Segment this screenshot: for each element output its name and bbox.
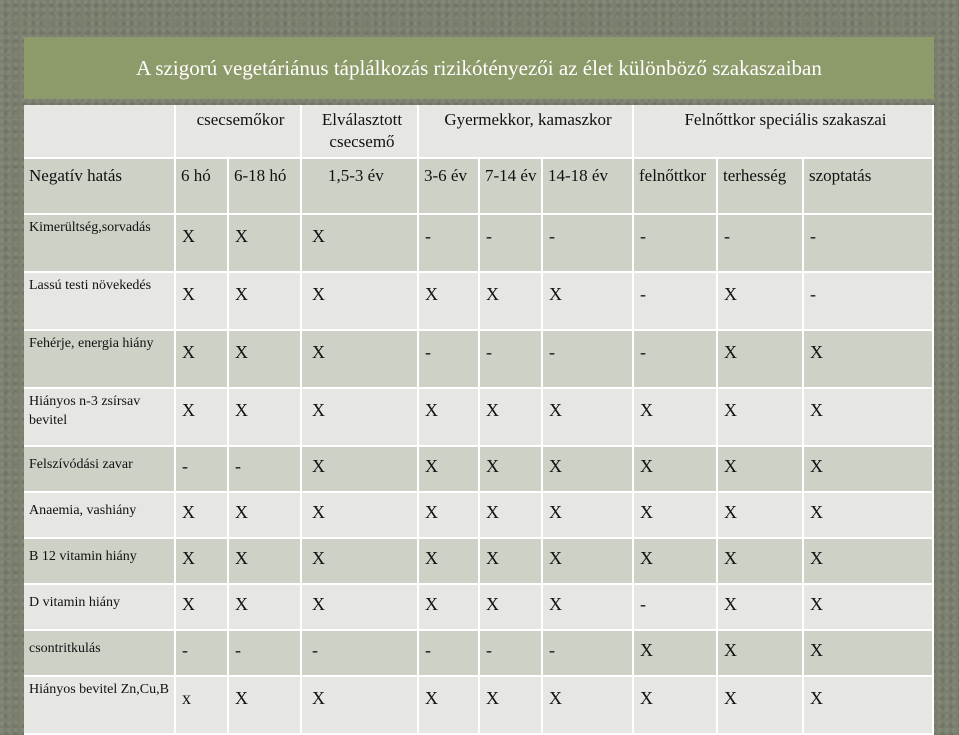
table-cell: X bbox=[718, 539, 804, 585]
table-row bbox=[24, 631, 934, 677]
table-cell: X bbox=[634, 389, 718, 447]
table-cell: - bbox=[229, 447, 302, 493]
table-cell: - bbox=[419, 331, 480, 389]
table-cell: X bbox=[480, 539, 543, 585]
sub-header-cell: felnőttkor bbox=[634, 159, 718, 215]
row-label: B 12 vitamin hiány bbox=[24, 539, 176, 585]
header-infancy: csecsemőkor bbox=[176, 105, 302, 159]
table-cell: X bbox=[718, 273, 804, 331]
table-cell: - bbox=[804, 215, 934, 273]
table-cell: X bbox=[480, 389, 543, 447]
table-cell: X bbox=[176, 585, 229, 631]
sub-header-cell: szoptatás bbox=[804, 159, 934, 215]
table-cell: X bbox=[419, 585, 480, 631]
row-label: csontritkulás bbox=[24, 631, 176, 677]
table-cell: X bbox=[176, 215, 229, 273]
table-cell: X bbox=[302, 273, 419, 331]
table-cell: X bbox=[480, 447, 543, 493]
table-cell: X bbox=[480, 273, 543, 331]
table-cell: - bbox=[718, 215, 804, 273]
table-cell: X bbox=[302, 539, 419, 585]
table-cell: X bbox=[229, 331, 302, 389]
table-cell: - bbox=[229, 631, 302, 677]
header-empty bbox=[24, 105, 176, 159]
table-cell: X bbox=[804, 539, 934, 585]
table-cell: X bbox=[543, 447, 634, 493]
header-adult: Felnőttkor speciális szakaszai bbox=[634, 105, 934, 159]
table-row bbox=[24, 493, 934, 539]
table-cell: X bbox=[229, 677, 302, 735]
table-cell: - bbox=[419, 631, 480, 677]
sub-header-cell: 14-18 év bbox=[543, 159, 634, 215]
table-cell: X bbox=[229, 273, 302, 331]
sub-header-cell: 1,5-3 év bbox=[302, 159, 419, 215]
sub-header-cell: 7-14 év bbox=[480, 159, 543, 215]
row-label: Hiányos n-3 zsírsav bevitel bbox=[24, 389, 176, 447]
table-row bbox=[24, 677, 934, 735]
header-weaned: Elválasztott csecsemő bbox=[302, 105, 419, 159]
table-cell: X bbox=[302, 215, 419, 273]
table-cell: X bbox=[302, 331, 419, 389]
table-cell: - bbox=[634, 215, 718, 273]
table-cell: X bbox=[634, 677, 718, 735]
table-cell: X bbox=[480, 585, 543, 631]
sub-header-cell: 6-18 hó bbox=[229, 159, 302, 215]
table-cell: X bbox=[718, 331, 804, 389]
sub-header-row bbox=[24, 159, 934, 215]
table-cell: X bbox=[302, 389, 419, 447]
table-cell: X bbox=[634, 493, 718, 539]
table-row bbox=[24, 539, 934, 585]
table-cell: X bbox=[804, 677, 934, 735]
sub-header-cell: 3-6 év bbox=[419, 159, 480, 215]
table-cell: - bbox=[480, 331, 543, 389]
table-cell: - bbox=[176, 447, 229, 493]
row-label: D vitamin hiány bbox=[24, 585, 176, 631]
table-cell: X bbox=[804, 631, 934, 677]
table-cell: X bbox=[718, 389, 804, 447]
table-cell: X bbox=[302, 447, 419, 493]
table-cell: X bbox=[419, 493, 480, 539]
table-cell: X bbox=[176, 493, 229, 539]
table-cell: X bbox=[634, 539, 718, 585]
slide-title: A szigorú vegetáriánus táplálkozás rizikótényezői az élet különböző szakaszaiban bbox=[24, 37, 934, 99]
table-cell: X bbox=[419, 447, 480, 493]
table-cell: - bbox=[634, 273, 718, 331]
table-cell: X bbox=[543, 389, 634, 447]
table-cell: X bbox=[804, 585, 934, 631]
table-cell: - bbox=[634, 331, 718, 389]
table-row bbox=[24, 273, 934, 331]
table-cell: X bbox=[718, 493, 804, 539]
table-cell: X bbox=[176, 273, 229, 331]
table-cell: X bbox=[804, 389, 934, 447]
table-cell: X bbox=[718, 585, 804, 631]
table-cell: - bbox=[480, 631, 543, 677]
table-cell: X bbox=[229, 215, 302, 273]
table-cell: X bbox=[302, 677, 419, 735]
table-cell: X bbox=[543, 585, 634, 631]
table-row bbox=[24, 585, 934, 631]
risk-table bbox=[24, 105, 934, 735]
table-cell: X bbox=[634, 631, 718, 677]
table-cell: - bbox=[419, 215, 480, 273]
table-cell: - bbox=[480, 215, 543, 273]
table-cell: - bbox=[302, 631, 419, 677]
table-cell: X bbox=[804, 447, 934, 493]
table-cell: X bbox=[419, 273, 480, 331]
table-cell: X bbox=[804, 493, 934, 539]
table-cell: X bbox=[718, 447, 804, 493]
table-cell: X bbox=[543, 273, 634, 331]
table-cell: X bbox=[229, 585, 302, 631]
row-label: Anaemia, vashiány bbox=[24, 493, 176, 539]
table-cell: X bbox=[176, 389, 229, 447]
table-cell: X bbox=[543, 677, 634, 735]
header-negative-effect: Negatív hatás bbox=[24, 159, 176, 215]
table-cell: X bbox=[480, 677, 543, 735]
table-cell: X bbox=[419, 677, 480, 735]
table-row bbox=[24, 389, 934, 447]
table-row bbox=[24, 447, 934, 493]
row-label: Lassú testi növekedés bbox=[24, 273, 176, 331]
table-cell: X bbox=[480, 493, 543, 539]
sub-header-cell: 6 hó bbox=[176, 159, 229, 215]
table-cell: x bbox=[176, 677, 229, 735]
table-cell: X bbox=[176, 539, 229, 585]
table-cell: X bbox=[718, 677, 804, 735]
table-cell: X bbox=[634, 447, 718, 493]
table-row bbox=[24, 215, 934, 273]
table-cell: X bbox=[229, 493, 302, 539]
row-label: Felszívódási zavar bbox=[24, 447, 176, 493]
row-label: Hiányos bevitel Zn,Cu,B bbox=[24, 677, 176, 735]
row-label: Kimerültség,sorvadás bbox=[24, 215, 176, 273]
table-cell: X bbox=[302, 493, 419, 539]
table-cell: X bbox=[176, 331, 229, 389]
table-cell: X bbox=[419, 389, 480, 447]
table-cell: X bbox=[804, 331, 934, 389]
header-childhood: Gyermekkor, kamaszkor bbox=[419, 105, 634, 159]
table-cell: X bbox=[419, 539, 480, 585]
table-cell: X bbox=[718, 631, 804, 677]
table-cell: X bbox=[543, 539, 634, 585]
table-cell: X bbox=[543, 493, 634, 539]
table-cell: - bbox=[543, 331, 634, 389]
table-cell: - bbox=[543, 631, 634, 677]
group-header-row bbox=[24, 105, 934, 159]
table-cell: - bbox=[176, 631, 229, 677]
table-cell: - bbox=[804, 273, 934, 331]
table-cell: - bbox=[634, 585, 718, 631]
sub-header-cell: terhesség bbox=[718, 159, 804, 215]
table-cell: X bbox=[302, 585, 419, 631]
table-row bbox=[24, 331, 934, 389]
table-cell: X bbox=[229, 389, 302, 447]
table-cell: X bbox=[229, 539, 302, 585]
row-label: Fehérje, energia hiány bbox=[24, 331, 176, 389]
slide bbox=[24, 37, 934, 708]
table-cell: - bbox=[543, 215, 634, 273]
